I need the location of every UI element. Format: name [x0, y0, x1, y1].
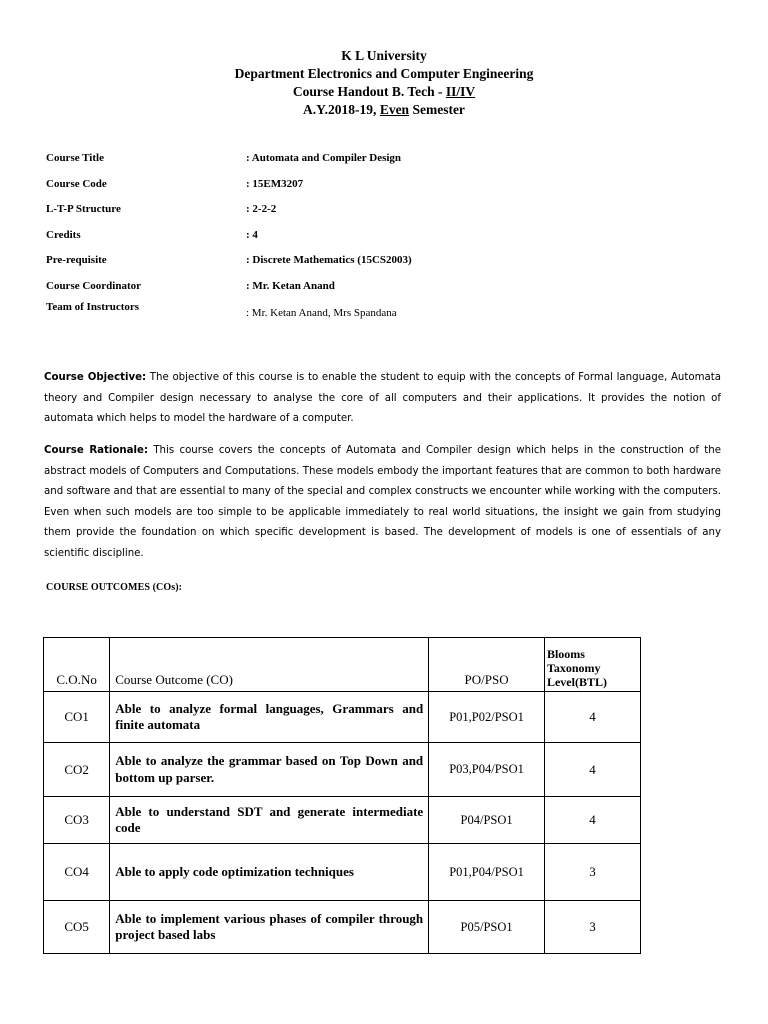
course-title-value: : Automata and Compiler Design — [246, 152, 402, 164]
table-row — [44, 844, 641, 901]
semester-even: Even — [379, 102, 410, 117]
credits-row — [46, 229, 726, 255]
ltp-structure-value: : 2-2-2 — [246, 203, 277, 216]
course-outcomes-table — [43, 637, 641, 954]
co-po-pso: P03,P04/PSO1 — [429, 743, 545, 797]
coordinator-value: : Mr. Ketan Anand — [246, 279, 335, 292]
course-outcomes-heading: COURSE OUTCOMES (COs): — [46, 582, 183, 593]
header-btl: Blooms Taxonomy Level(BTL) — [544, 638, 640, 692]
prerequisite-label: Pre-requisite — [46, 254, 107, 267]
header-po: PO/PSO — [429, 638, 545, 692]
table-header-row — [44, 638, 641, 692]
table-row — [44, 692, 641, 743]
course-objective-text: The objective of this course is to enable the student to equip with the concepts of Formal language, Automata theory and Compiler design necessary to analyse the core of all computers and their applications. It provides the notion of automata which helps to model the hardware of a computer. — [44, 372, 721, 425]
co-number: CO3 — [44, 797, 110, 844]
table-row — [44, 901, 641, 954]
co-number: CO1 — [44, 692, 110, 743]
ltp-structure-label: L-T-P Structure — [46, 203, 121, 216]
co-btl: 4 — [544, 692, 640, 743]
co-po-pso: P05/PSO1 — [429, 901, 545, 954]
co-number: CO4 — [44, 844, 110, 901]
prerequisite-row — [46, 254, 726, 280]
co-description: Able to implement various phases of compiler through project based labs — [110, 901, 429, 954]
handout-year: II/IV — [445, 84, 476, 99]
credits-value: : 4 — [246, 228, 258, 241]
department-name: Department Electronics and Computer Engineering — [234, 66, 534, 81]
co-po-pso: P04/PSO1 — [429, 797, 545, 844]
instructors-label: Team of Instructors — [46, 300, 140, 313]
course-rationale-paragraph — [44, 441, 721, 565]
table-row — [44, 797, 641, 844]
co-number: CO5 — [44, 901, 110, 954]
co-description: Able to analyze the grammar based on Top Down and bottom up parser. — [110, 743, 429, 797]
co-btl: 4 — [544, 797, 640, 844]
co-description: Able to analyze formal languages, Grammars and finite automata — [110, 692, 429, 743]
course-title-row — [46, 152, 726, 178]
document-header — [0, 47, 768, 119]
course-title-label: Course Title — [46, 152, 104, 164]
course-code-row — [46, 178, 726, 204]
course-info-block — [46, 152, 726, 327]
coordinator-label: Course Coordinator — [46, 279, 142, 292]
course-code-value: : 15EM3207 — [246, 177, 304, 190]
ltp-structure-row — [46, 203, 726, 229]
co-description: Able to understand SDT and generate intermediate code — [110, 797, 429, 844]
coordinator-row — [46, 280, 726, 301]
university-name: K L University — [341, 48, 427, 63]
prerequisite-value: : Discrete Mathematics (15CS2003) — [246, 254, 412, 267]
table-row — [44, 743, 641, 797]
co-btl: 4 — [544, 743, 640, 797]
course-code-label: Course Code — [46, 177, 107, 190]
instructors-value: : Mr. Ketan Anand, Mrs Spandana — [246, 306, 397, 319]
header-cno: C.O.No — [44, 638, 110, 692]
course-objective-paragraph — [44, 368, 721, 430]
course-objective-label: Course Objective: — [44, 372, 147, 383]
handout-title: Course Handout B. Tech - II/IV — [292, 84, 476, 99]
co-btl: 3 — [544, 844, 640, 901]
academic-year: A.Y.2018-19, Even Semester — [303, 102, 465, 117]
instructors-row — [46, 301, 726, 327]
co-number: CO2 — [44, 743, 110, 797]
co-po-pso: P01,P04/PSO1 — [429, 844, 545, 901]
co-btl: 3 — [544, 901, 640, 954]
header-co: Course Outcome (CO) — [110, 638, 429, 692]
co-description: Able to apply code optimization techniques — [110, 844, 429, 901]
credits-label: Credits — [46, 228, 81, 241]
co-po-pso: P01,P02/PSO1 — [429, 692, 545, 743]
course-rationale-text: This course covers the concepts of Automata and Compiler design which helps in the construction of the abstract models of Computers and Computations. These models embody the important features that are common to both hardware and software and that are essential to many of the special and complex constructs we encounter while working with the computers. Even when such models are too simple to be applicable immediately to real world situations, the insight we gain from studying them provide the foundation on which specific development is based. The development of models is one of essentials of any scientific discipline. — [44, 445, 721, 559]
course-rationale-label: Course Rationale: — [44, 445, 149, 456]
